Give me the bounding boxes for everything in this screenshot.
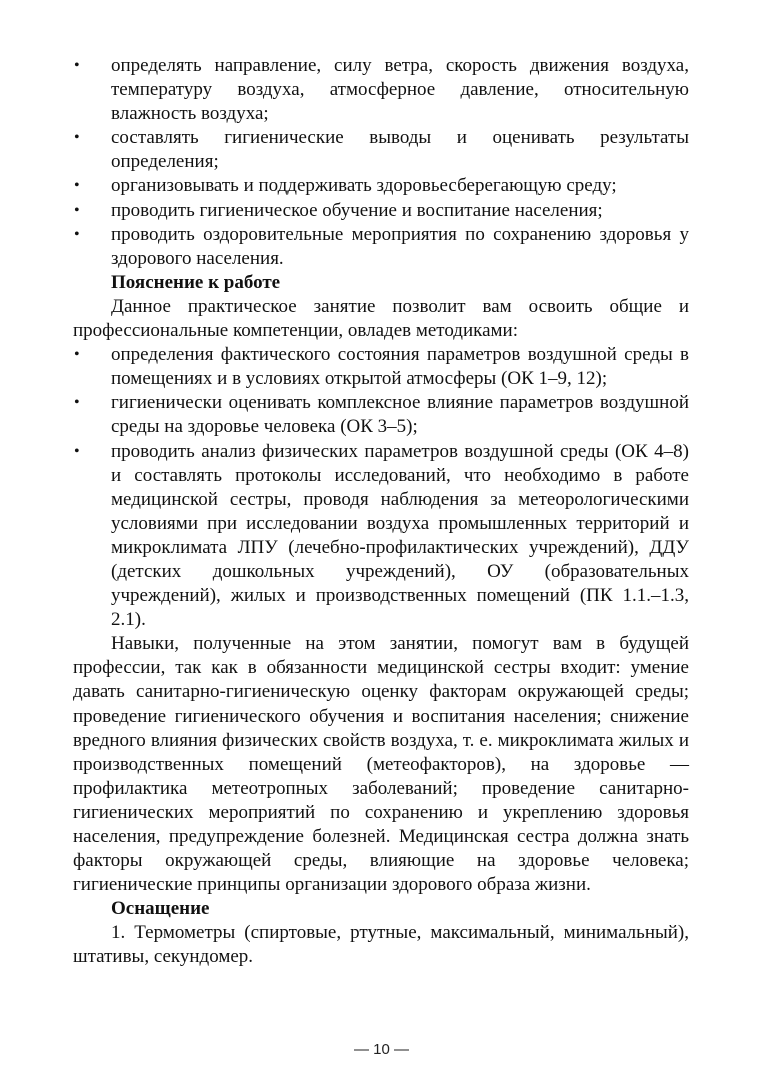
methods-list <box>73 343 689 632</box>
list-item-text: проводить оздоровительные мероприятия по сохранению здоровья у здорового населения. <box>111 223 689 269</box>
list-item <box>73 199 689 223</box>
list-item <box>73 391 689 439</box>
equipment-item: 1. Термометры (спиртовые, ртутные, максимальный, минимальный), штативы, секундомер. <box>73 922 689 968</box>
list-item <box>73 54 689 126</box>
section-heading-explanation: Пояснение к работе <box>111 271 281 293</box>
page-number: — 10 — <box>353 1041 410 1058</box>
bullet-icon: • <box>74 442 80 460</box>
list-item <box>73 223 689 271</box>
list-item-text: составлять гигиенические выводы и оценивать результаты определения; <box>111 127 689 173</box>
intro-paragraph: Данное практическое занятие позволит вам освоить общие и профессиональные компетенции, овладев методиками: <box>73 295 689 342</box>
list-item-text: проводить анализ физических параметров воздушной среды (ОК 4–8) и составлять протоколы исследований, что необходимо в работе медицинской сестры, проводя наблюдения за метеорологическими условиями при исследовании воздуха промышленных территорий и микроклимата ЛПУ (лечебно-профилактических учреждений), ДДУ (детских дошкольных учреждений), ОУ (образовательных учреждений), жилых и производственных помещений (ПК 1.1.–1.3, 2.1). <box>111 440 689 631</box>
page-body <box>73 54 689 970</box>
list-item <box>73 343 689 391</box>
list-item <box>73 174 689 198</box>
bullet-icon: • <box>74 129 80 147</box>
skills-paragraph: Навыки, полученные на этом занятии, помогут вам в будущей профессии, так как в обязанности медицинской сестры входит: умение давать санитарно-гигиеническую оценку факторам окружающей среды; проведение гигиенического обучения и воспитания населения; снижение вредного влияния физических свойств воздуха, т. е. микроклимата жилых и производственных помещений (метеофакторов), на здоровье — профилактика метеотропных заболеваний; проведение санитарно-гигиенических мероприятий по сохранению и укреплению здоровья населения, предупреждение болезней. Медицинская сестра должна знать факторы окружающей среды, влияющие на здоровье человека; гигиенические принципы организации здорового образа жизни. <box>73 633 689 896</box>
bullet-icon: • <box>74 346 80 364</box>
skills-list <box>73 54 689 271</box>
section-heading-equipment: Оснащение <box>111 898 210 920</box>
bullet-icon: • <box>74 177 80 195</box>
bullet-icon: • <box>74 57 80 74</box>
list-item-text: определения фактического состояния параметров воздушной среды в помещениях и в условиях открытой атмосферы (ОК 1–9, 12); <box>111 344 689 390</box>
list-item-text: гигиенически оценивать комплексное влияние параметров воздушной среды на здоровье человека (ОК 3–5); <box>111 392 689 438</box>
list-item-text: определять направление, силу ветра, скорость движения воздуха, температуру воздуха, атмосферное давление, относительную влажность воздуха; <box>111 55 689 125</box>
bullet-icon: • <box>74 394 80 412</box>
bullet-icon: • <box>74 201 80 219</box>
bullet-icon: • <box>74 225 80 243</box>
list-item-text: организовывать и поддерживать здоровьесберегающую среду; <box>111 175 617 197</box>
list-item-text: проводить гигиеническое обучение и воспитание населения; <box>111 199 603 221</box>
list-item <box>73 440 689 633</box>
list-item <box>73 126 689 174</box>
